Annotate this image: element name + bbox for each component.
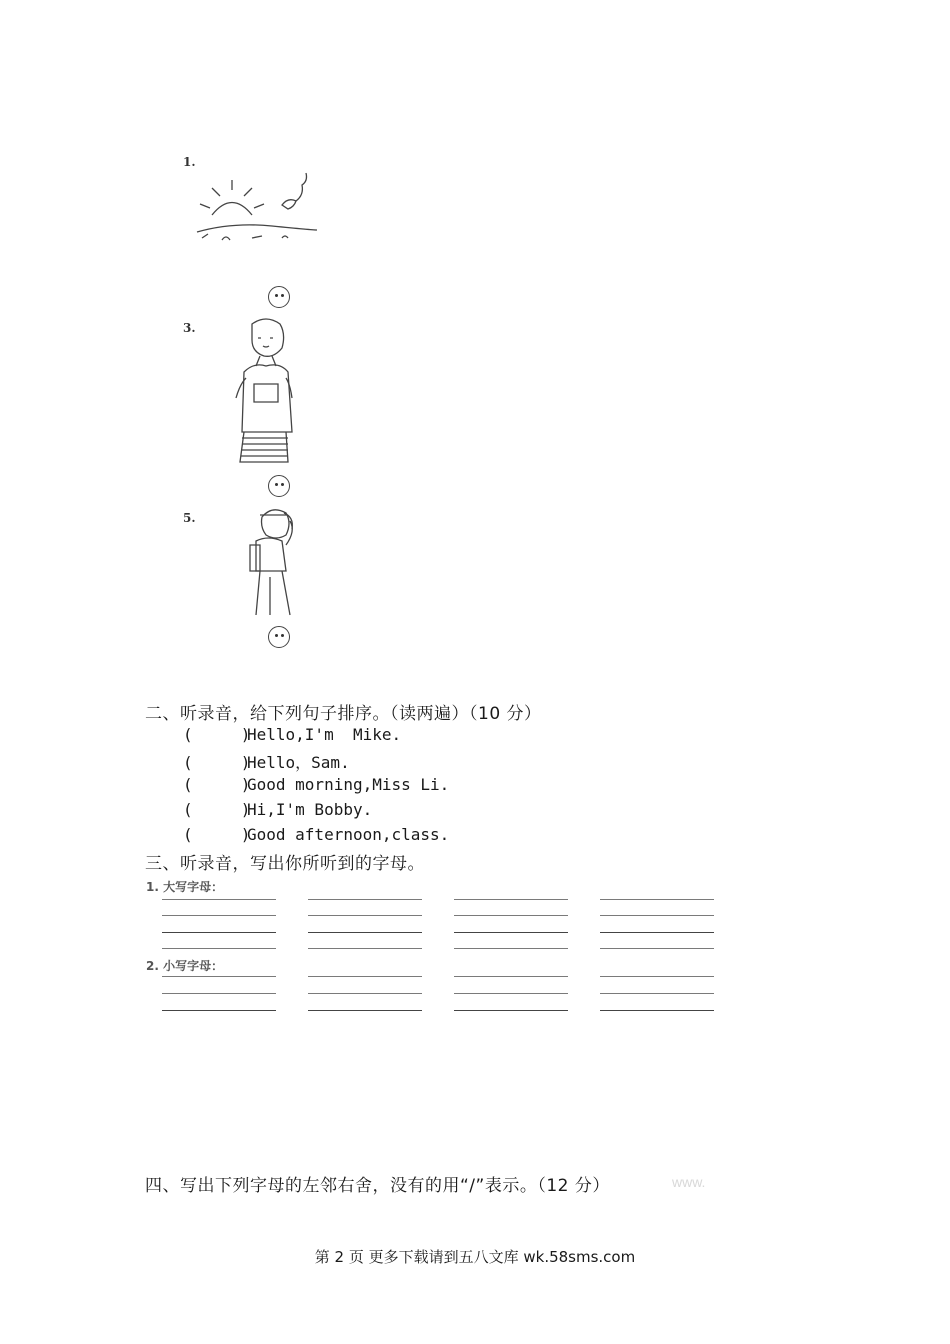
smiley-face-icon — [268, 475, 290, 497]
sentence-text: Hello,I'm Mike. — [247, 725, 402, 744]
teacher-woman-icon — [230, 318, 300, 468]
sentence-text: Hello，Sam. — [247, 753, 350, 772]
picture-number: 5. — [183, 511, 196, 525]
sentence-text: Good morning,Miss Li. — [247, 775, 450, 794]
picture-number: 3. — [183, 321, 196, 335]
sentence-item — [183, 825, 449, 844]
answer-blank[interactable]: ( ) — [183, 800, 251, 819]
answer-blank[interactable]: ( ) — [183, 753, 251, 772]
section-2-heading: 二、听录音，给下列句子排序。（读两遍）（10 分） — [145, 704, 542, 724]
picture-number: 1. — [183, 155, 196, 169]
sentence-item — [183, 750, 350, 773]
sentence-item — [183, 775, 449, 794]
sentence-text: Good afternoon,class. — [247, 825, 450, 844]
smiley-face-icon — [268, 286, 290, 308]
sunrise-landscape-icon — [192, 160, 322, 250]
sentence-item — [183, 800, 372, 819]
boy-with-backpack-icon — [246, 505, 306, 620]
page-footer: 第 2 页 更多下载请到五八文库 wk.58sms.com — [314, 1248, 636, 1266]
section-3-heading: 三、听录音，写出你所听到的字母。 — [145, 854, 425, 874]
answer-blank[interactable]: ( ) — [183, 725, 251, 744]
answer-blank[interactable]: ( ) — [183, 775, 251, 794]
sentence-text: Hi,I'm Bobby. — [247, 800, 373, 819]
sentence-item — [183, 725, 401, 744]
section-4-heading: 四、写出下列字母的左邻右舍，没有的用“/”表示。（12 分） — [145, 1176, 610, 1196]
watermark-text: www. — [672, 1174, 706, 1190]
lowercase-label: 2. 小写字母： — [146, 959, 224, 973]
uppercase-label: 1. 大写字母： — [146, 880, 224, 894]
smiley-face-icon — [268, 626, 290, 648]
answer-blank[interactable]: ( ) — [183, 825, 251, 844]
